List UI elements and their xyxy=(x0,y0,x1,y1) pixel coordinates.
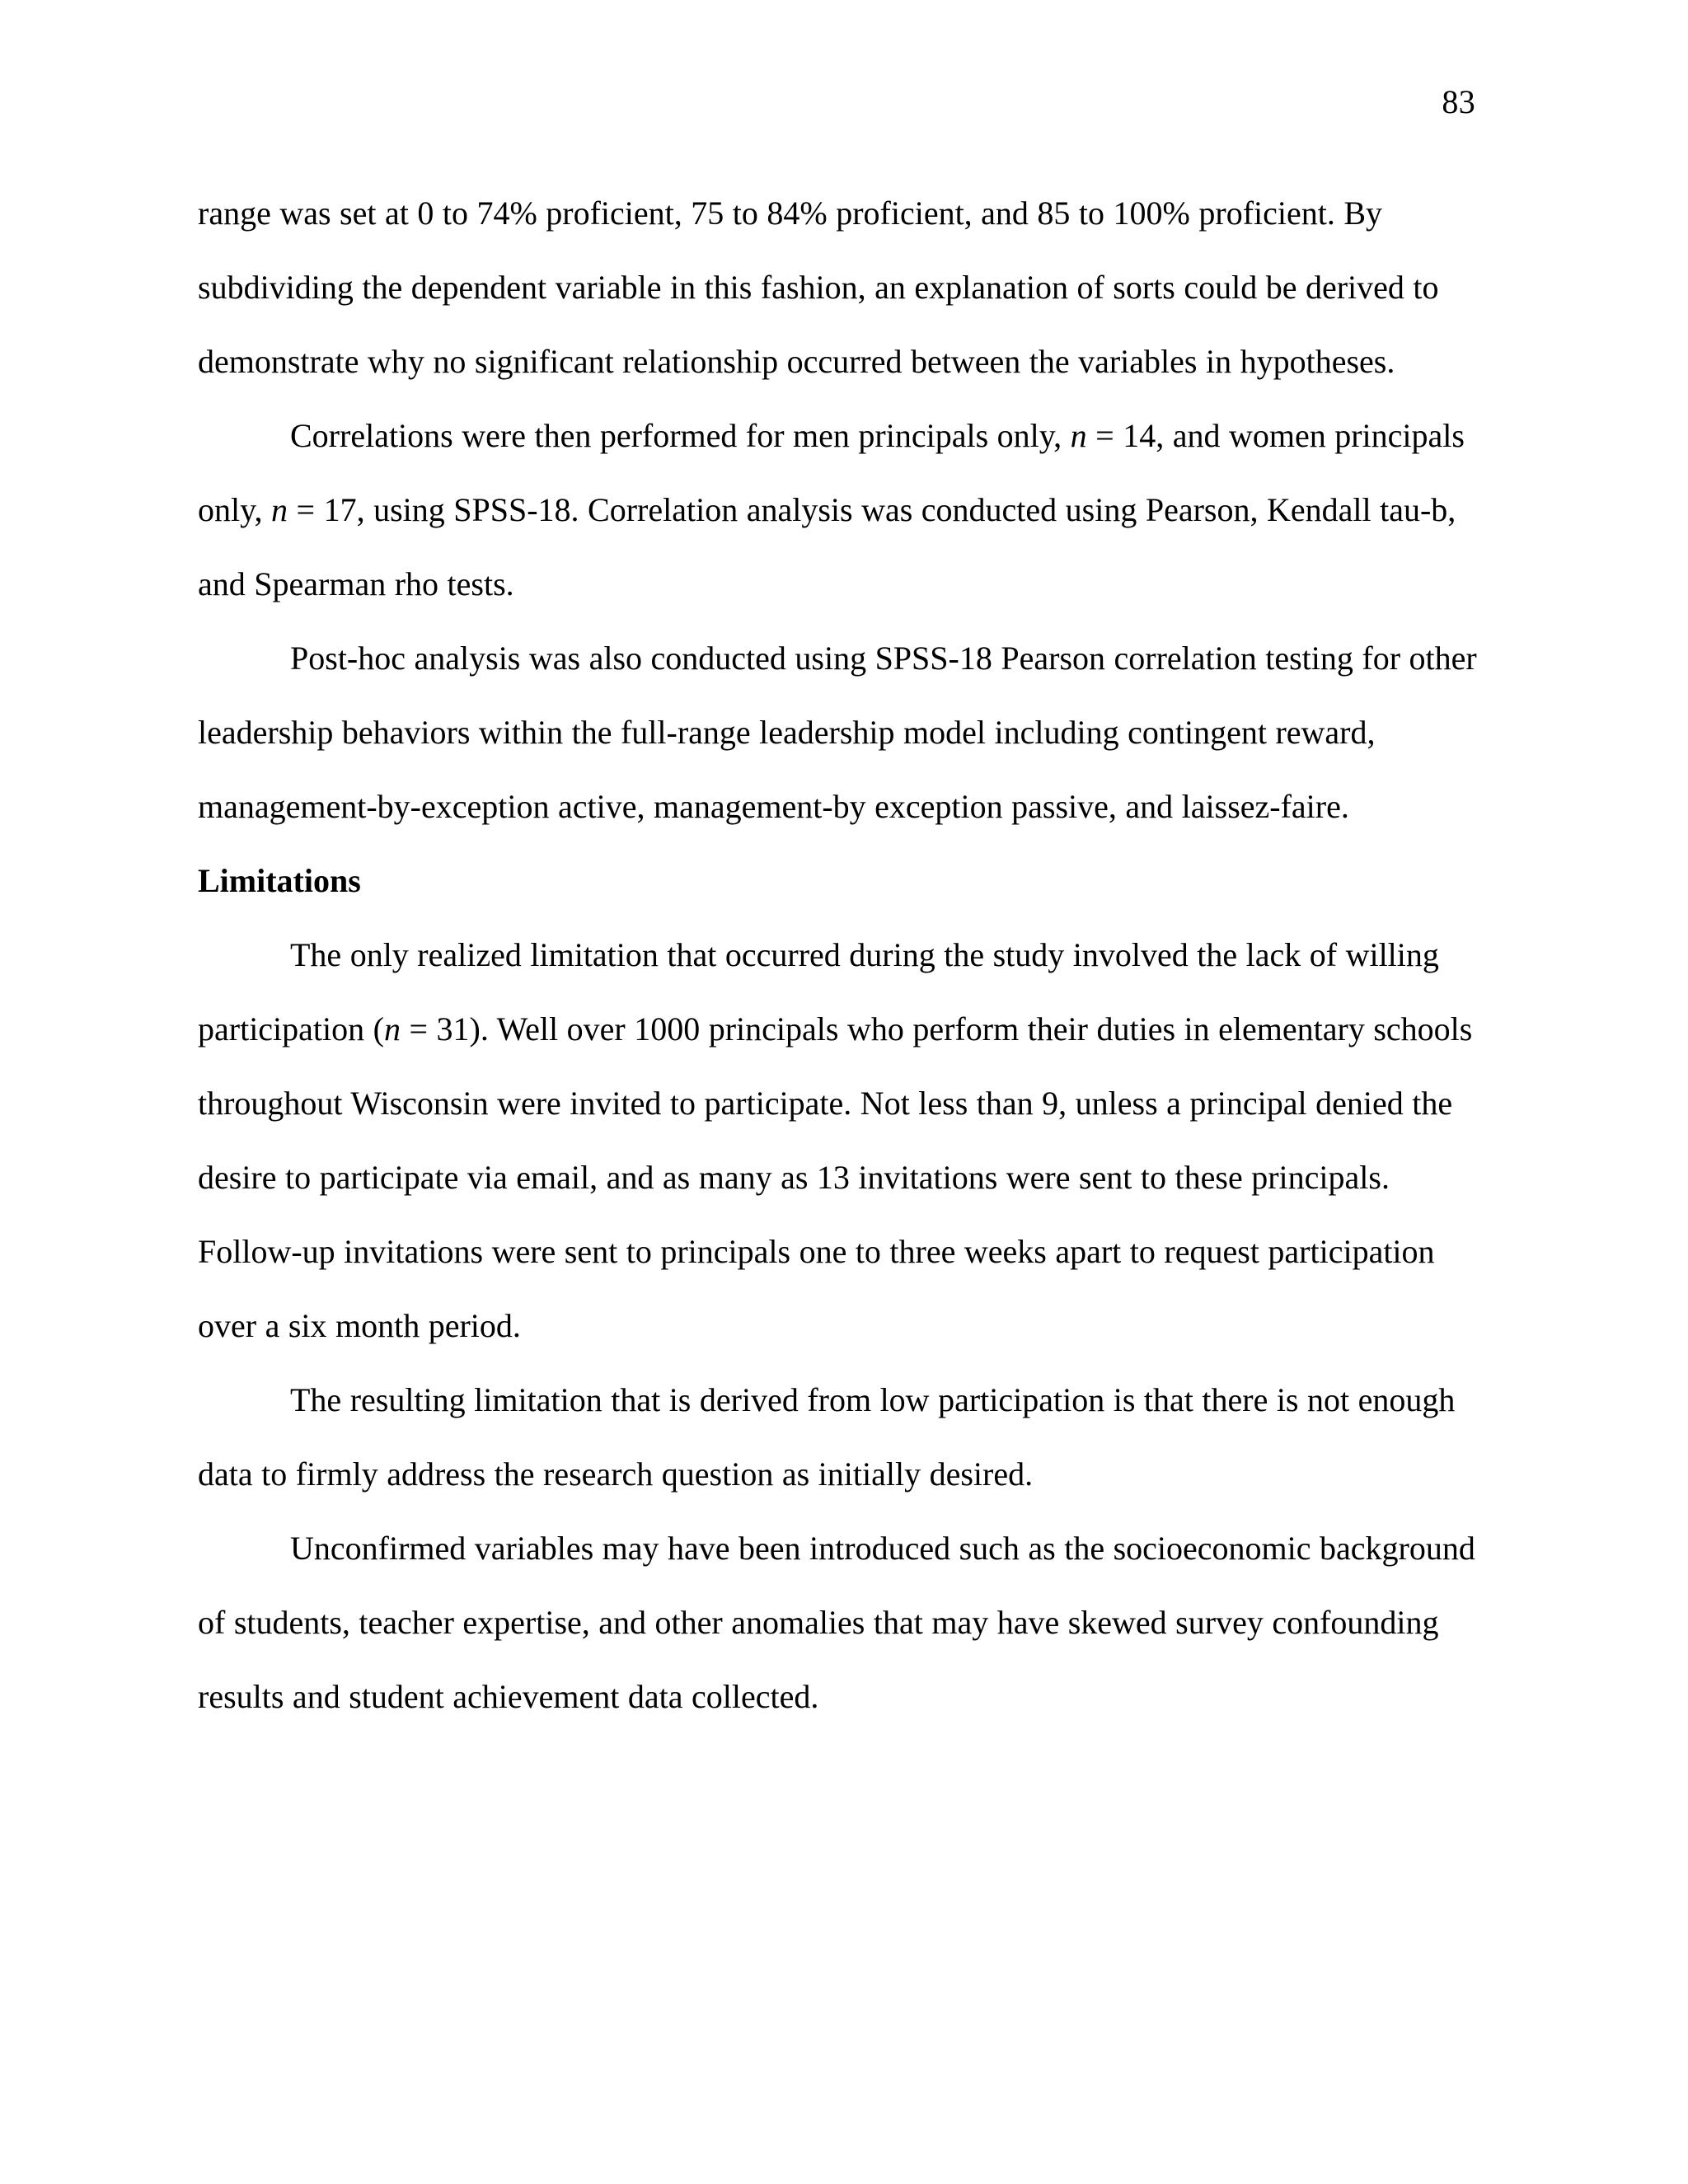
paragraph-only-realized-limitation xyxy=(198,918,1477,1363)
italic-variable: n xyxy=(383,1010,401,1047)
paragraph-correlations xyxy=(198,399,1477,621)
paragraph-range-was-set: range was set at 0 to 74% proficient, 75 to 84% proficient, and 85 to 100% proficient. By subdividing the dependent variable in this fashion, an explanation of sorts could be derived to demonstrate why no significant relationship occurred between the variables in hypotheses. xyxy=(198,194,1439,380)
text-run: = 17, using SPSS-18. Correlation analysis was conducted using Pearson, Kendall tau-b, and Spearman rho tests. xyxy=(198,491,1456,602)
italic-variable: n xyxy=(271,491,288,528)
paragraph-post-hoc: Post-hoc analysis was also conducted using SPSS-18 Pearson correlation testing for other leadership behaviors within the full-range leadership model including contingent reward, management-by-exception active, management-by exception passive, and laissez-faire. xyxy=(198,640,1477,825)
body-text-block xyxy=(198,176,1477,1734)
italic-variable: n xyxy=(1070,417,1087,454)
text-run: The only realized limitation that occurred during the study involved the lack of willing participation ( xyxy=(198,936,1439,1047)
text-run: Correlations were then performed for men principals only, xyxy=(290,417,1071,454)
text-run: = 31). Well over 1000 principals who perform their duties in elementary schools throughout Wisconsin were invited to participate. Not less than 9, unless a principal denied the desire to participate via email, and as many as 13 invitations were sent to these principals. Follow-up invitations were sent to principals one to three weeks apart to request participation over a six month period. xyxy=(198,1010,1473,1344)
section-heading-limitations: Limitations xyxy=(198,862,361,899)
text-run: = 14, and women principals only, xyxy=(198,417,1465,528)
paragraph-resulting-limitation: The resulting limitation that is derived from low participation is that there is not enough data to firmly address the research question as initially desired. xyxy=(198,1381,1456,1493)
page-number: 83 xyxy=(1442,83,1475,120)
paragraph-unconfirmed-variables: Unconfirmed variables may have been introduced such as the socioeconomic background of students, teacher expertise, and other anomalies that may have skewed survey confounding results and student achievement data collected. xyxy=(198,1530,1475,1715)
